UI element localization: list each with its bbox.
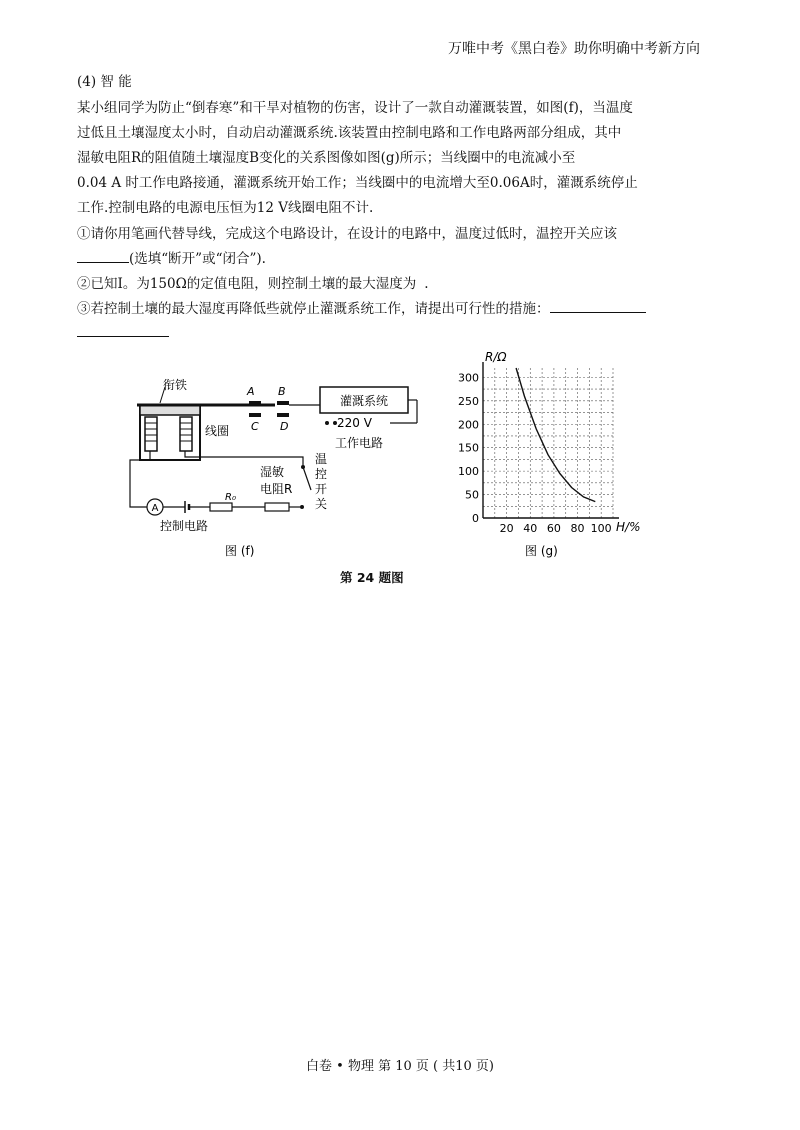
r0-resistor [210, 503, 232, 511]
question-1-line-2 [77, 247, 266, 267]
question-2-end: . [424, 276, 429, 292]
paragraph-line: 0.04 A 时工作电路接通，灌溉系统开始工作；当线圈中的电流增大至0.06A时，灌溉系统停止 [77, 175, 638, 191]
temp-switch-label: 控 [315, 467, 328, 481]
coil-icon [145, 417, 192, 451]
paragraph-line: 湿敏电阻R的阻值随土壤湿度B变化的关系图像如图(g)所示；当线圈中的电流减小至 [77, 150, 576, 166]
question-1-line-1: ①请你用笔画代替导线，完成这个电路设计，在设计的电路中，温度过低时，温控开关应该 [77, 226, 617, 242]
chart-ticks [458, 371, 612, 535]
temperature-switch [303, 467, 311, 490]
page-footer: 白卷 • 物理 第 10 页 ( 共10 页) [306, 1059, 494, 1074]
chart-series-line [516, 368, 595, 502]
page-header: 万唯中考《黑白卷》助你明确中考新方向 [448, 41, 700, 57]
contact-b-label: B [278, 385, 286, 398]
contact-b [277, 401, 289, 405]
x-tick-label: 100 [590, 522, 612, 535]
contact-d [277, 413, 289, 417]
contact-d-label: D [280, 420, 289, 433]
circuit-diagram [125, 375, 435, 560]
question-3-continued [77, 322, 169, 341]
figure-g-caption: 图 (g) [525, 544, 558, 558]
r0-label: R₀ [225, 492, 236, 503]
voltage-label: 220 V [337, 416, 372, 430]
figure-caption: 第 24 题图 [340, 570, 404, 585]
paragraph-line: 工作.控制电路的电源电压恒为12 V线圈电阻不计. [77, 200, 374, 216]
y-tick-label: 200 [458, 418, 479, 432]
ammeter-label: A [151, 503, 159, 514]
temp-switch-label: 温 [315, 452, 328, 466]
y-axis-label: R/Ω [485, 350, 507, 364]
humidity-resistance-chart [450, 345, 650, 560]
control-circuit-label: 控制电路 [160, 519, 209, 533]
question-3-text: ③若控制土壤的最大湿度再降低些就停止灌溉系统工作，请提出可行性的措施： [77, 301, 550, 317]
y-tick-label: 50 [465, 488, 479, 502]
chart-grid [483, 368, 613, 518]
x-tick-label: 40 [523, 522, 538, 535]
question-2 [77, 272, 429, 292]
figure-f-caption: 图 (f) [225, 544, 255, 558]
x-tick-label: 60 [546, 522, 561, 535]
temp-switch-label: 开 [315, 482, 328, 496]
y-tick-label: 100 [458, 465, 479, 479]
contact-c [249, 413, 261, 417]
answer-blank[interactable] [550, 298, 646, 313]
x-tick-label: 20 [499, 522, 514, 535]
humidity-resistor-label-1: 湿敏 [260, 465, 285, 479]
contact-c-label: C [251, 420, 259, 433]
question-3 [77, 297, 646, 317]
temp-switch-label: 关 [315, 497, 328, 511]
armature-label: 衔铁 [163, 378, 188, 392]
humidity-resistor [265, 503, 289, 511]
section-label: (4) 智 能 [77, 74, 132, 90]
answer-blank[interactable] [77, 322, 169, 337]
work-circuit-label: 工作电路 [335, 436, 384, 450]
question-2-text: ②已知I。为150Ω的定值电阻，则控制土壤的最大湿度为 [77, 276, 417, 292]
question-1-options: (选填“断开”或“闭合”). [129, 251, 266, 267]
irrigation-system-label: 灌溉系统 [339, 394, 389, 408]
coil-label: 线圈 [205, 424, 230, 438]
contact-a-label: A [247, 385, 255, 398]
x-tick-label: 80 [570, 522, 585, 535]
answer-blank[interactable] [77, 248, 129, 263]
humidity-resistor-label-2: 电阻R [260, 482, 293, 496]
y-tick-label: 0 [472, 512, 479, 525]
paragraph-line: 过低且土壤湿度太小时，自动启动灌溉系统.该装置由控制电路和工作电路两部分组成，其中 [77, 125, 622, 141]
contact-a [249, 401, 261, 405]
y-tick-label: 150 [458, 441, 479, 455]
x-axis-label: H/% [616, 520, 641, 534]
y-tick-label: 300 [458, 371, 479, 385]
paragraph-line: 某小组同学为防止“倒春寒”和干旱对植物的伤害，设计了一款自动灌溉装置，如图(f)，当温度 [77, 100, 633, 116]
y-tick-label: 250 [458, 394, 479, 408]
